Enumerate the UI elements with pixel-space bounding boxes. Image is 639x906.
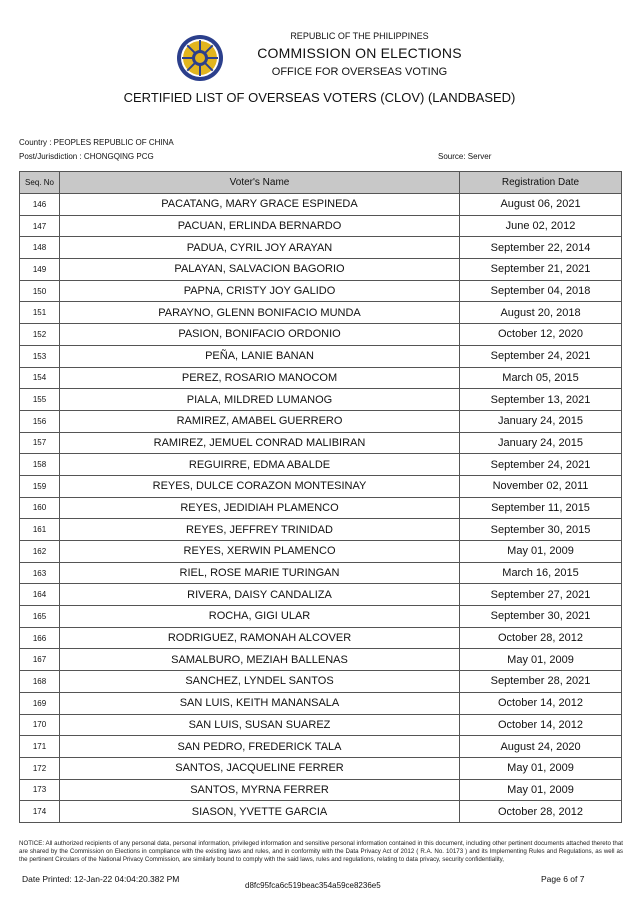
table-row xyxy=(20,237,622,259)
voter-name-cell: PASION, BONIFACIO ORDONIO xyxy=(60,324,460,346)
seq-no-header: Seq. No xyxy=(20,172,60,194)
voter-name-cell: REYES, JEFFREY TRINIDAD xyxy=(60,519,460,541)
voter-name-cell: RIEL, ROSE MARIE TURINGAN xyxy=(60,562,460,584)
voter-name-cell: PARAYNO, GLENN BONIFACIO MUNDA xyxy=(60,302,460,324)
registration-date-cell: June 02, 2012 xyxy=(460,215,622,237)
registration-date-cell: August 06, 2021 xyxy=(460,194,622,216)
agency-heading: COMMISSION ON ELECTIONS xyxy=(257,45,462,61)
voter-name-cell: PACUAN, ERLINDA BERNARDO xyxy=(60,215,460,237)
table-row xyxy=(20,475,622,497)
registration-date-cell: January 24, 2015 xyxy=(460,432,622,454)
voter-name-cell: SAMALBURO, MEZIAH BALLENAS xyxy=(60,649,460,671)
voter-name-cell: RIVERA, DAISY CANDALIZA xyxy=(60,584,460,606)
table-row xyxy=(20,345,622,367)
voter-name-header: Voter's Name xyxy=(60,172,460,194)
seq-no-cell: 164 xyxy=(20,584,60,606)
table-header-row xyxy=(20,172,622,194)
seq-no-cell: 150 xyxy=(20,280,60,302)
registration-date-cell: October 14, 2012 xyxy=(460,692,622,714)
table-row xyxy=(20,302,622,324)
voter-name-cell: REGUIRRE, EDMA ABALDE xyxy=(60,454,460,476)
voter-name-cell: SAN LUIS, KEITH MANANSALA xyxy=(60,692,460,714)
table-row xyxy=(20,389,622,411)
registration-date-cell: September 04, 2018 xyxy=(460,280,622,302)
voter-name-cell: ROCHA, GIGI ULAR xyxy=(60,606,460,628)
seq-no-cell: 162 xyxy=(20,541,60,563)
registration-date-cell: September 30, 2015 xyxy=(460,519,622,541)
office-heading: OFFICE FOR OVERSEAS VOTING xyxy=(271,66,448,78)
table-row xyxy=(20,671,622,693)
table-row xyxy=(20,410,622,432)
table-row xyxy=(20,194,622,216)
registration-date-cell: October 28, 2012 xyxy=(460,801,622,823)
registration-date-cell: September 11, 2015 xyxy=(460,497,622,519)
seq-no-cell: 166 xyxy=(20,627,60,649)
seq-no-cell: 146 xyxy=(20,194,60,216)
voter-name-cell: REYES, JEDIDIAH PLAMENCO xyxy=(60,497,460,519)
voter-name-cell: SANCHEZ, LYNDEL SANTOS xyxy=(60,671,460,693)
seq-no-cell: 167 xyxy=(20,649,60,671)
voter-name-cell: RODRIGUEZ, RAMONAH ALCOVER xyxy=(60,627,460,649)
seq-no-cell: 157 xyxy=(20,432,60,454)
seq-no-cell: 151 xyxy=(20,302,60,324)
table-row xyxy=(20,736,622,758)
table-row xyxy=(20,714,622,736)
table-row xyxy=(20,757,622,779)
registration-date-cell: August 24, 2020 xyxy=(460,736,622,758)
registration-date-cell: August 20, 2018 xyxy=(460,302,622,324)
voter-name-cell: PADUA, CYRIL JOY ARAYAN xyxy=(60,237,460,259)
table-row xyxy=(20,367,622,389)
voter-name-cell: SANTOS, MYRNA FERRER xyxy=(60,779,460,801)
registration-date-cell: March 16, 2015 xyxy=(460,562,622,584)
seq-no-cell: 173 xyxy=(20,779,60,801)
voter-rows xyxy=(20,194,622,823)
seq-no-cell: 155 xyxy=(20,389,60,411)
voter-name-cell: PALAYAN, SALVACION BAGORIO xyxy=(60,259,460,281)
seq-no-cell: 158 xyxy=(20,454,60,476)
table-row xyxy=(20,801,622,823)
seq-no-cell: 156 xyxy=(20,410,60,432)
seq-no-cell: 159 xyxy=(20,475,60,497)
voter-name-cell: SIASON, YVETTE GARCIA xyxy=(60,801,460,823)
voter-name-cell: SAN LUIS, SUSAN SUAREZ xyxy=(60,714,460,736)
registration-date-cell: January 24, 2015 xyxy=(460,410,622,432)
registration-date-cell: September 22, 2014 xyxy=(460,237,622,259)
page-number: Page 6 of 7 xyxy=(541,874,585,884)
document-hash: d8fc95fca6c519beac354a59ce8236e5 xyxy=(245,881,381,890)
voter-name-cell: PAPNA, CRISTY JOY GALIDO xyxy=(60,280,460,302)
table-row xyxy=(20,779,622,801)
voter-name-cell: RAMIREZ, AMABEL GUERRERO xyxy=(60,410,460,432)
registration-date-cell: September 21, 2021 xyxy=(460,259,622,281)
table-row xyxy=(20,541,622,563)
registration-date-cell: September 24, 2021 xyxy=(460,454,622,476)
seq-no-cell: 172 xyxy=(20,757,60,779)
table-row xyxy=(20,259,622,281)
table-row xyxy=(20,692,622,714)
seq-no-cell: 165 xyxy=(20,606,60,628)
registration-date-cell: September 13, 2021 xyxy=(460,389,622,411)
post-jurisdiction-label: Post/Jurisdiction : CHONGQING PCG xyxy=(19,152,154,161)
seq-no-cell: 170 xyxy=(20,714,60,736)
registration-date-cell: September 27, 2021 xyxy=(460,584,622,606)
registration-date-cell: March 05, 2015 xyxy=(460,367,622,389)
registration-date-cell: May 01, 2009 xyxy=(460,779,622,801)
date-printed: Date Printed: 12-Jan-22 04:04:20.382 PM xyxy=(22,874,180,884)
seq-no-cell: 171 xyxy=(20,736,60,758)
registration-date-header: Registration Date xyxy=(460,172,622,194)
seq-no-cell: 147 xyxy=(20,215,60,237)
table-row xyxy=(20,519,622,541)
registration-date-cell: September 24, 2021 xyxy=(460,345,622,367)
seq-no-cell: 169 xyxy=(20,692,60,714)
registration-date-cell: May 01, 2009 xyxy=(460,649,622,671)
privacy-notice: NOTICE: All authorized recipients of any personal data, personal information, privileged information and sensitive personal information contained in this document, including other pertinent documents attached thereto that are shared by the Commission on Elections in compliance with the existing laws and rules, and in conformity with the Data Privacy Act of 2012 ( R.A. No. 10173 ) and its Implementing Rules and Regulations, as well as the pertinent Circulars of the National Privacy Commission, are similarly bound to comply with the said laws, rules and regulations, relating to data privacy, security confidentiality, xyxy=(19,840,623,863)
voter-name-cell: REYES, XERWIN PLAMENCO xyxy=(60,541,460,563)
registration-date-cell: May 01, 2009 xyxy=(460,541,622,563)
registration-date-cell: October 14, 2012 xyxy=(460,714,622,736)
seq-no-cell: 154 xyxy=(20,367,60,389)
seq-no-cell: 149 xyxy=(20,259,60,281)
seq-no-cell: 163 xyxy=(20,562,60,584)
source-label: Source: Server xyxy=(438,152,492,161)
table-row xyxy=(20,497,622,519)
table-row xyxy=(20,584,622,606)
table-row xyxy=(20,562,622,584)
voter-name-cell: RAMIREZ, JEMUEL CONRAD MALIBIRAN xyxy=(60,432,460,454)
voter-name-cell: REYES, DULCE CORAZON MONTESINAY xyxy=(60,475,460,497)
table-row xyxy=(20,324,622,346)
seq-no-cell: 153 xyxy=(20,345,60,367)
voter-name-cell: PACATANG, MARY GRACE ESPINEDA xyxy=(60,194,460,216)
voter-name-cell: SAN PEDRO, FREDERICK TALA xyxy=(60,736,460,758)
registration-date-cell: September 28, 2021 xyxy=(460,671,622,693)
seq-no-cell: 160 xyxy=(20,497,60,519)
table-row xyxy=(20,432,622,454)
registration-date-cell: November 02, 2011 xyxy=(460,475,622,497)
registration-date-cell: September 30, 2021 xyxy=(460,606,622,628)
document-title: CERTIFIED LIST OF OVERSEAS VOTERS (CLOV) (LANDBASED) xyxy=(123,90,516,105)
seq-no-cell: 161 xyxy=(20,519,60,541)
registration-date-cell: October 28, 2012 xyxy=(460,627,622,649)
registration-date-cell: October 12, 2020 xyxy=(460,324,622,346)
table-row xyxy=(20,649,622,671)
table-row xyxy=(20,606,622,628)
country-label: Country : PEOPLES REPUBLIC OF CHINA xyxy=(19,138,174,147)
republic-heading: REPUBLIC OF THE PHILIPPINES xyxy=(290,31,429,41)
table-row xyxy=(20,280,622,302)
seq-no-cell: 152 xyxy=(20,324,60,346)
registration-date-cell: May 01, 2009 xyxy=(460,757,622,779)
voter-name-cell: PEREZ, ROSARIO MANOCOM xyxy=(60,367,460,389)
table-row xyxy=(20,627,622,649)
seq-no-cell: 168 xyxy=(20,671,60,693)
table-row xyxy=(20,454,622,476)
voter-name-cell: SANTOS, JACQUELINE FERRER xyxy=(60,757,460,779)
table-row xyxy=(20,215,622,237)
seq-no-cell: 148 xyxy=(20,237,60,259)
voter-name-cell: PIALA, MILDRED LUMANOG xyxy=(60,389,460,411)
voter-name-cell: PEÑA, LANIE BANAN xyxy=(60,345,460,367)
voters-table xyxy=(19,171,622,823)
seq-no-cell: 174 xyxy=(20,801,60,823)
